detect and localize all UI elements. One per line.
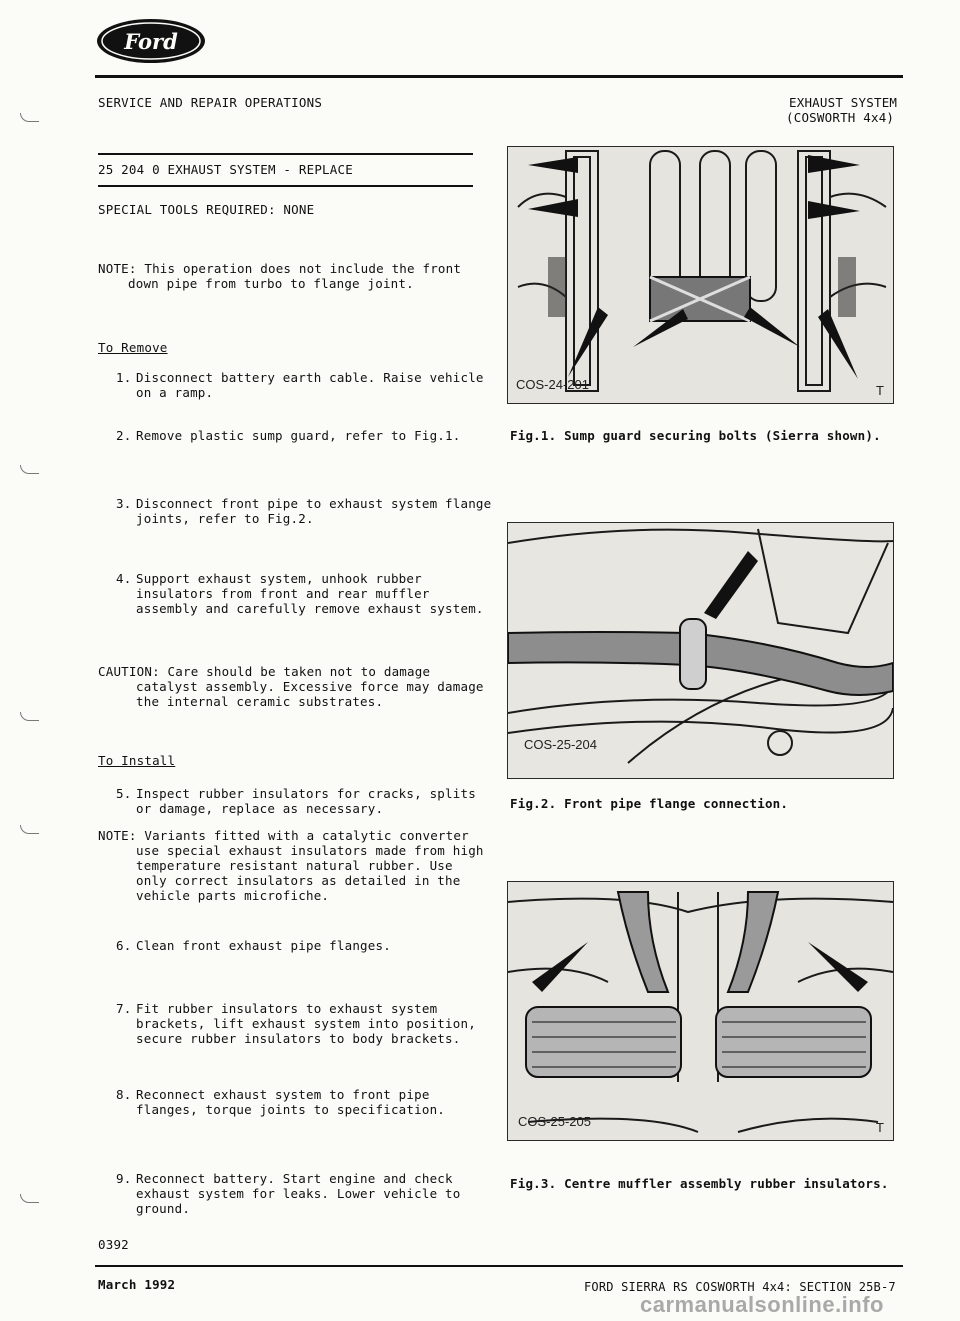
step-text: ground.: [136, 1201, 191, 1216]
watermark: carmanualsonline.info: [640, 1292, 884, 1317]
step-number: 4.: [116, 571, 132, 586]
install-step-7: [116, 1001, 476, 1046]
note-line: use special exhaust insulators made from high: [136, 843, 484, 858]
special-tools: SPECIAL TOOLS REQUIRED: NONE: [98, 202, 315, 217]
page-code: 0392: [98, 1237, 129, 1252]
margin-mark: [20, 113, 39, 122]
footer-rule: [95, 1265, 903, 1267]
figure-2-front-pipe-flange: [507, 522, 894, 779]
svg-text:Ford: Ford: [124, 29, 178, 54]
step-number: 2.: [116, 428, 132, 443]
remove-step-1: [116, 370, 484, 400]
remove-step-4: [116, 571, 484, 616]
remove-step-3: [116, 496, 491, 526]
operation-note: [98, 261, 461, 291]
operation-title: 25 204 0 EXHAUST SYSTEM - REPLACE: [98, 162, 353, 177]
step-text: insulators from front and rear muffler: [136, 586, 430, 601]
caution-line: catalyst assembly. Excessive force may damage: [136, 679, 484, 694]
step-text: joints, refer to Fig.2.: [136, 511, 314, 526]
step-text: Fit rubber insulators to exhaust system: [136, 1001, 438, 1016]
figure-1-code: COS-24-201: [516, 377, 589, 392]
figure-3-corner: T: [876, 1120, 884, 1135]
install-note: [98, 828, 484, 903]
step-text: secure rubber insulators to body brackets.: [136, 1031, 461, 1046]
figure-1-caption: Fig.1. Sump guard securing bolts (Sierra shown).: [510, 428, 881, 443]
figure-3-caption: Fig.3. Centre muffler assembly rubber insulators.: [510, 1176, 889, 1191]
step-number: 1.: [116, 370, 132, 385]
figure-1-sump-guard: [507, 146, 894, 404]
footer-section: FORD SIERRA RS COSWORTH 4x4: SECTION 25B-7: [584, 1280, 896, 1294]
figure-2-code: COS-25-204: [524, 737, 597, 752]
install-step-9: [116, 1171, 460, 1216]
step-text: Reconnect exhaust system to front pipe: [136, 1087, 430, 1102]
margin-mark: [20, 465, 39, 474]
note-line: only correct insulators as detailed in the: [136, 873, 461, 888]
footer-date: March 1992: [98, 1277, 176, 1292]
install-step-8: [116, 1087, 445, 1117]
caution-block: [98, 664, 484, 709]
margin-mark: [20, 712, 39, 721]
step-text: Support exhaust system, unhook rubber: [136, 571, 422, 586]
step-number: 9.: [116, 1171, 132, 1186]
step-number: 8.: [116, 1087, 132, 1102]
title-rule-bottom: [98, 185, 473, 187]
header-right-title-1: EXHAUST SYSTEM: [789, 95, 898, 110]
step-text: Disconnect front pipe to exhaust system flange: [136, 496, 492, 511]
step-text: Disconnect battery earth cable. Raise vehicle: [136, 370, 484, 385]
note-line: vehicle parts microfiche.: [136, 888, 330, 903]
note-line-1: NOTE: This operation does not include the front: [98, 261, 462, 276]
note-line: temperature resistant natural rubber. Use: [136, 858, 453, 873]
step-number: 7.: [116, 1001, 132, 1016]
remove-heading: To Remove: [98, 340, 168, 355]
remove-step-2: [116, 428, 460, 443]
note-line: NOTE: Variants fitted with a catalytic converter: [98, 828, 469, 843]
step-number: 5.: [116, 786, 132, 801]
header-right-title-2: (COSWORTH 4x4): [786, 110, 895, 125]
step-number: 6.: [116, 938, 132, 953]
caution-line: CAUTION: Care should be taken not to damage: [98, 664, 431, 679]
install-step-6: [116, 938, 391, 953]
step-text: flanges, torque joints to specification.: [136, 1102, 446, 1117]
step-text: Inspect rubber insulators for cracks, splits: [136, 786, 476, 801]
step-text: or damage, replace as necessary.: [136, 801, 384, 816]
step-text: on a ramp.: [136, 385, 214, 400]
install-step-5: [116, 786, 476, 816]
step-text: assembly and carefully remove exhaust system.: [136, 601, 484, 616]
step-text: Clean front exhaust pipe flanges.: [136, 938, 391, 953]
header-rule: [95, 75, 903, 78]
figure-3-code: COS-25-205: [518, 1114, 591, 1129]
ford-logo: [95, 17, 207, 65]
step-number: 3.: [116, 496, 132, 511]
figure-2-caption: Fig.2. Front pipe flange connection.: [510, 796, 789, 811]
header-left-title: SERVICE AND REPAIR OPERATIONS: [98, 95, 323, 110]
step-text: brackets, lift exhaust system into position,: [136, 1016, 476, 1031]
title-rule-top: [98, 153, 473, 155]
figure-1-corner: T: [876, 383, 884, 398]
step-text: exhaust system for leaks. Lower vehicle to: [136, 1186, 461, 1201]
caution-line: the internal ceramic substrates.: [136, 694, 384, 709]
step-text: Reconnect battery. Start engine and check: [136, 1171, 453, 1186]
margin-mark: [20, 1194, 39, 1203]
margin-mark: [20, 825, 39, 834]
step-text: Remove plastic sump guard, refer to Fig.1.: [136, 428, 461, 443]
install-heading: To Install: [98, 753, 176, 768]
figure-3-centre-muffler: [507, 881, 894, 1141]
note-line-2: down pipe from turbo to flange joint.: [128, 276, 414, 291]
